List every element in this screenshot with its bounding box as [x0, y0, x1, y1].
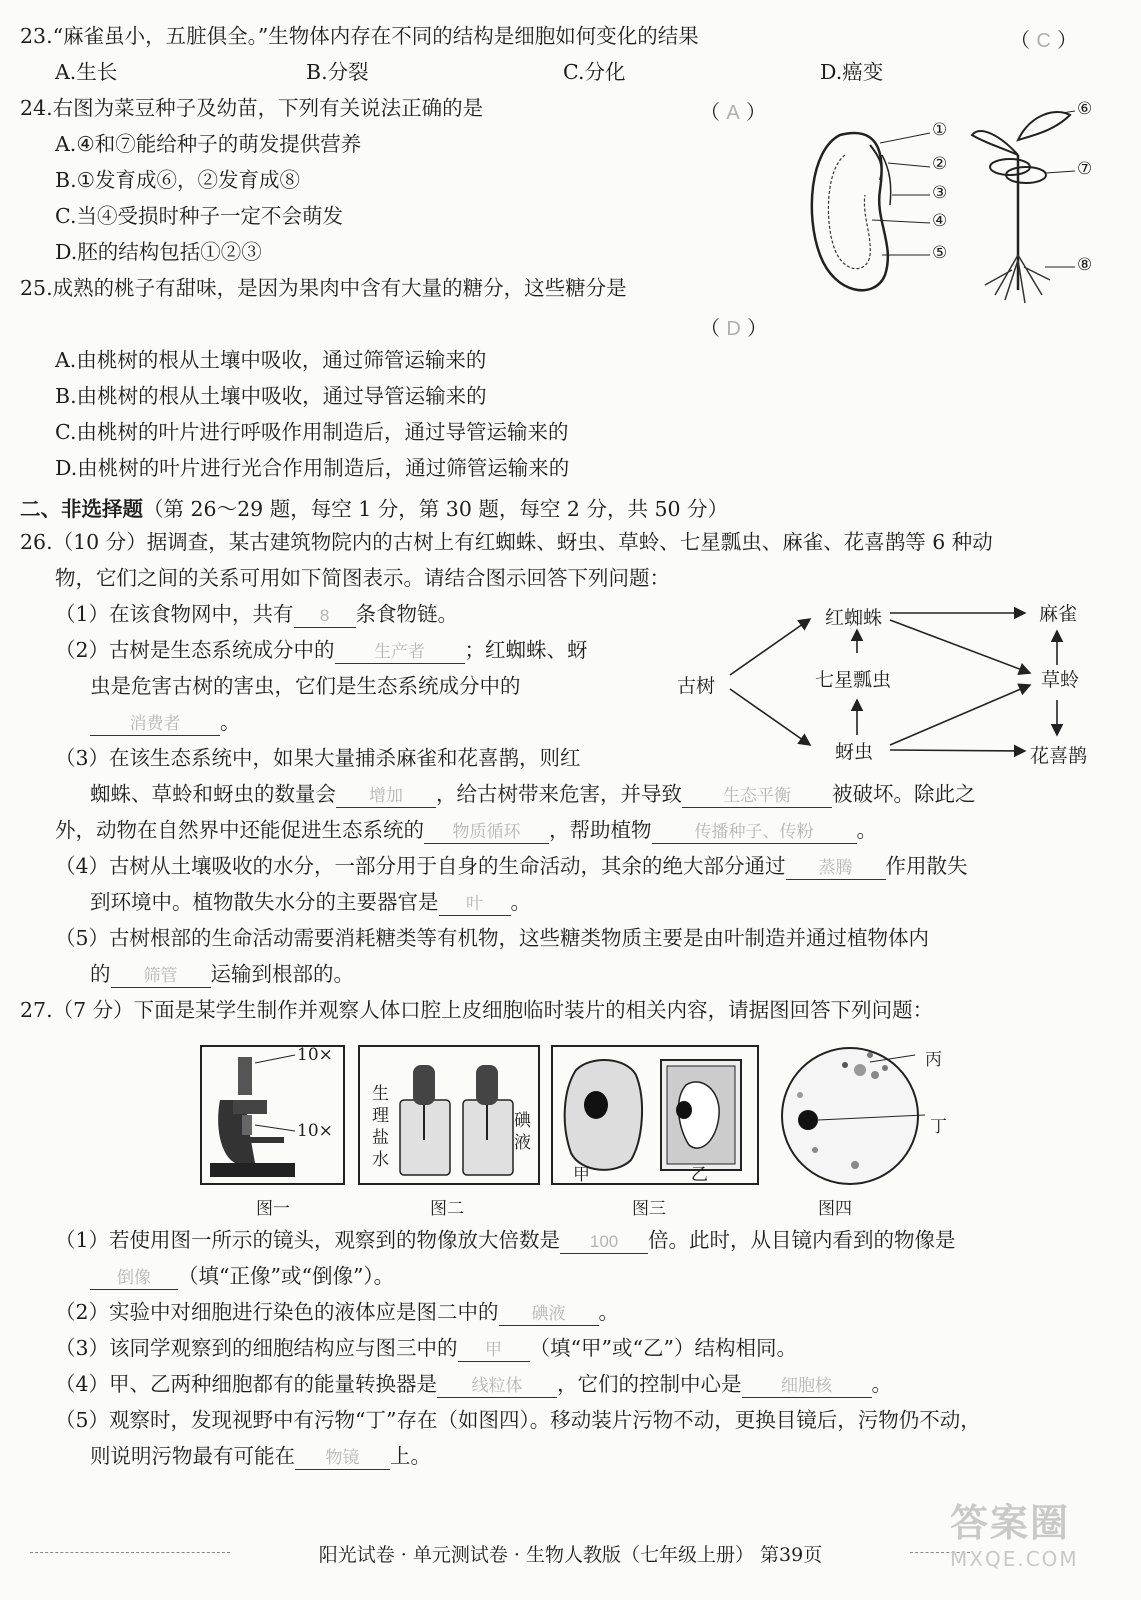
seed-label-3: ③ [932, 183, 948, 203]
q24-option-a: A.④和⑦能给种子的萌发提供营养 [55, 132, 362, 156]
q27-intro: 27.（7 分）下面是某学生制作并观察人体口腔上皮细胞临时装片的相关内容，请据图回答下列问题： [20, 998, 934, 1022]
q24-option-d: D.胚的结构包括①②③ [55, 240, 262, 264]
section-title: 二、非选择题 [20, 497, 143, 521]
figure3-jia-label: 甲 [573, 1165, 590, 1185]
figure4-ding-label: 丁 [930, 1117, 947, 1137]
q24-stem: 24.右图为菜豆种子及幼苗，下列有关说法正确的是 [20, 96, 484, 120]
figure4-field-of-view [775, 1040, 950, 1190]
watermark [950, 1492, 1130, 1592]
figure2-saline-label: 生理盐水 [372, 1084, 389, 1170]
q26-answer-3: 消费者 [90, 713, 220, 736]
q27-part3: （3）该同学观察到的细胞结构应与图三中的 甲 （填“甲”或“乙”）结构相同。 [55, 1336, 797, 1360]
seedling-label-6: ⑥ [1077, 99, 1093, 119]
q24-answer: A [726, 102, 740, 124]
figure1-caption: 图一 [256, 1199, 290, 1219]
figure3-cells [551, 1045, 759, 1185]
q26-part3-b: 蜘蛛、草蛉和蚜虫的数量会 增加 ，给古树带来危害，并导致 生态平衡 被破坏。除此之 [90, 782, 976, 806]
q26-intro-1: 26.（10 分）据调查，某古建筑物院内的古树上有红蜘蛛、蚜虫、草蛉、七星瓢虫、麻雀、花喜鹊等 6 种动 [20, 530, 993, 554]
seedling-label-8: ⑧ [1077, 255, 1093, 275]
q26-answer-4: 增加 [336, 785, 436, 808]
q23-option-d: D.癌变 [820, 60, 884, 84]
q23-answer-paren: （ C ） [1010, 28, 1078, 52]
node-yachong: 蚜虫 [835, 741, 874, 763]
seed-label-4: ④ [932, 211, 948, 231]
watermark-logo: 答案圈 [950, 1501, 1071, 1545]
q26-part5-b: 的 筛管 运输到根部的。 [90, 962, 354, 986]
q23-option-a: A.生长 [55, 60, 118, 84]
q26-intro-2: 物，它们之间的关系可用如下简图表示。请结合图示回答下列问题： [55, 566, 670, 590]
q25-option-a: A.由桃树的根从土壤中吸收，通过筛管运输来的 [55, 348, 487, 372]
q26-answer-8: 蒸腾 [786, 857, 886, 880]
q25-answer-paren: （ D ） [700, 316, 768, 340]
q27-answer-7: 物镜 [295, 1447, 390, 1470]
node-huaxique: 花喜鹊 [1030, 745, 1088, 767]
q24-answer-paren: （ A ） [700, 100, 767, 124]
figure4-bing-label: 丙 [925, 1050, 942, 1070]
q26-part2-b: 虫是危害古树的害虫，它们是生态系统成分中的 [90, 674, 521, 698]
node-maque: 麻雀 [1039, 603, 1078, 625]
q27-part5-b: 则说明污物最有可能在 物镜 上。 [90, 1444, 431, 1468]
section-note: （第 26～29 题，每空 1 分，第 30 题，每空 2 分，共 50 分） [143, 497, 729, 521]
q27-answer-5: 线粒体 [437, 1375, 557, 1398]
figure2-caption: 图二 [430, 1199, 464, 1219]
figure4-caption: 图四 [818, 1199, 852, 1219]
figure3-yi-label: 乙 [691, 1165, 708, 1185]
node-caoling: 草蛉 [1041, 669, 1080, 691]
figure3-caption: 图三 [632, 1199, 666, 1219]
section-heading [20, 492, 728, 522]
q26-answer-10: 筛管 [111, 965, 211, 988]
q27-part1-b: 倒像 （填“正像”或“倒像”）。 [90, 1262, 394, 1290]
q23-answer: C [1036, 30, 1051, 52]
q27-part1-a: （1）若使用图一所示的镜头，观察到的物像放大倍数是 100 倍。此时，从目镜内看到的物像是 [55, 1228, 956, 1252]
q26-answer-2: 生产者 [335, 641, 465, 664]
q26-answer-6: 物质循环 [424, 821, 549, 844]
seed-label-2: ② [932, 154, 948, 174]
seedling-label-7: ⑦ [1077, 159, 1093, 179]
q27-answer-1: 100 [560, 1231, 648, 1254]
watermark-url: MXQE.COM [950, 1547, 1079, 1571]
figure1-ocular-label: 10× [297, 1045, 333, 1065]
seed-label-5: ⑤ [932, 243, 948, 263]
figure2-reagents [358, 1045, 540, 1185]
q27-part2: （2）实验中对细胞进行染色的液体应是图二中的 碘液 。 [55, 1300, 620, 1324]
q25-option-d: D.由桃树的叶片进行光合作用制造后，通过筛管运输来的 [55, 456, 570, 480]
q26-part2-c: 消费者 。 [90, 708, 241, 736]
q23-option-c: C.分化 [563, 60, 626, 84]
node-qixingpiaochong: 七星瓢虫 [815, 669, 892, 691]
q23-stem: 23.“麻雀虽小，五脏俱全。”生物体内存在不同的结构是细胞如何变化的结果 [20, 24, 699, 48]
node-gushu: 古树 [677, 675, 716, 697]
q27-answer-4: 甲 [458, 1339, 530, 1362]
q26-part2-a: （2）古树是生态系统成分中的 生产者 ；红蜘蛛、蚜 [55, 638, 588, 662]
q27-answer-3: 碘液 [499, 1303, 599, 1326]
q25-option-c: C.由桃树的叶片进行呼吸作用制造后，通过导管运输来的 [55, 420, 569, 444]
q26-part5-a: （5）古树根部的生命活动需要消耗糖类等有机物，这些糖类物质主要是由叶制造并通过植物体内 [55, 926, 930, 950]
page-footer: 阳光试卷 · 单元测试卷 · 生物人教版（七年级上册） 第39页 [318, 1544, 823, 1566]
figure1-objective-label: 10× [297, 1121, 333, 1141]
q27-answer-6: 细胞核 [742, 1375, 872, 1398]
q23-option-b: B.分裂 [306, 60, 369, 84]
q26-part3-a: （3）在该生态系统中，如果大量捕杀麻雀和花喜鹊，则红 [55, 746, 581, 770]
q25-option-b: B.由桃树的根从土壤中吸收，通过导管运输来的 [55, 384, 487, 408]
q24-option-b: B.①发育成⑥，②发育成⑧ [55, 168, 300, 192]
q25-answer: D [726, 318, 741, 340]
q26-part3-c: 外，动物在自然界中还能促进生态系统的 物质循环 ，帮助植物 传播种子、传粉 。 [55, 818, 877, 842]
q26-answer-9: 叶 [439, 893, 511, 916]
q27-answer-2: 倒像 [90, 1267, 178, 1290]
food-web-diagram [675, 595, 1115, 775]
q26-part4-b: 到环境中。植物散失水分的主要器官是 叶 。 [90, 890, 531, 914]
q26-answer-1: 8 [294, 605, 356, 628]
q26-part1: （1）在该食物网中，共有 8 条食物链。 [55, 602, 459, 626]
q24-option-c: C.当④受损时种子一定不会萌发 [55, 204, 343, 228]
bean-seed-seedling-figure [800, 95, 1100, 320]
q26-answer-7: 传播种子、传粉 [652, 821, 857, 844]
q26-part4-a: （4）古树从土壤吸收的水分，一部分用于自身的生命活动，其余的绝大部分通过 蒸腾 作用散失 [55, 854, 968, 878]
q27-part5-a: （5）观察时，发现视野中有污物“丁”存在（如图四）。移动装片污物不动，更换目镜后，污物仍不动， [55, 1408, 981, 1432]
node-hongzhizhu: 红蜘蛛 [825, 607, 883, 629]
figure2-iodine-label: 碘液 [514, 1111, 531, 1153]
q25-stem: 25.成熟的桃子有甜味，是因为果肉中含有大量的糖分，这些糖分是 [20, 276, 627, 300]
seed-label-1: ① [932, 120, 948, 140]
figure1-microscope [200, 1045, 345, 1185]
q27-part4: （4）甲、乙两种细胞都有的能量转换器是 线粒体 ，它们的控制中心是 细胞核 。 [55, 1372, 893, 1396]
q26-answer-5: 生态平衡 [682, 785, 832, 808]
